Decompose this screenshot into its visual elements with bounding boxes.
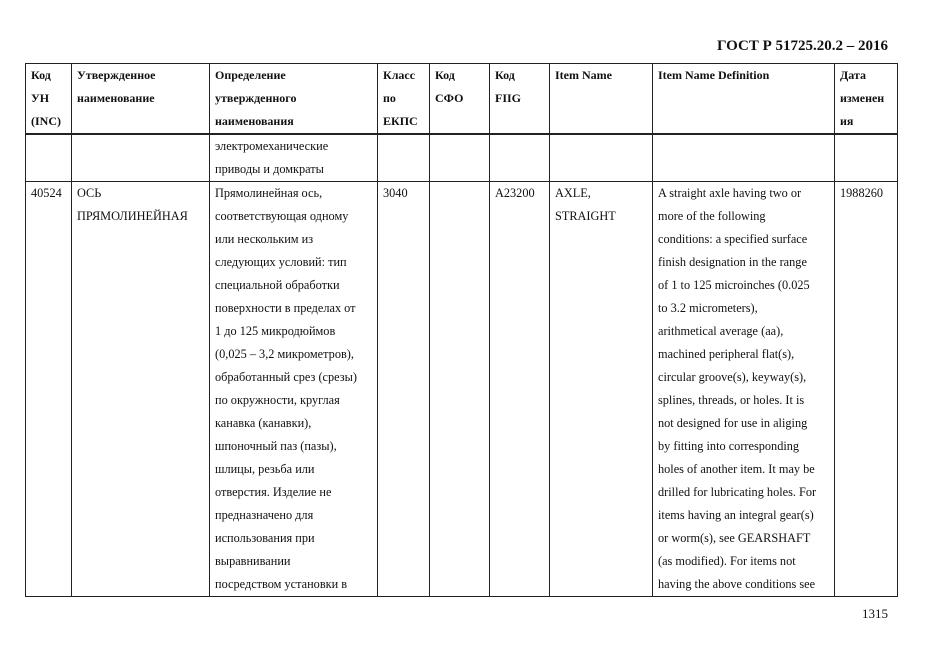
cell-definition: электромеханические приводы и домкраты (210, 134, 378, 182)
cell-class: 3040 (378, 182, 430, 597)
header-item-name: Item Name (550, 64, 653, 135)
header-approved-name: Утвержденное наименование (72, 64, 210, 135)
cell-item-name-definition: A straight axle having two or more of the following conditions: a specified surface finish designation in the range of 1 to 125 microinches (0.025 to 3.2 micrometers), arithmetical average (aa), machined peripheral flat(s), circular groove(s), keyway(s), splines, threads, or holes. It is not designed for use in aliging by fitting into corresponding holes of another item. It may be drilled for lubricating holes. For items having an integral gear(s) or worm(s), see GEARSHAFT (as modified). For items not having the above conditions see (653, 182, 835, 597)
cell-sfo-code (430, 182, 490, 597)
cell-sfo-code (430, 134, 490, 182)
cell-item-name (550, 134, 653, 182)
header-change-date: Дата изменен ия (835, 64, 898, 135)
header-item-name-definition: Item Name Definition (653, 64, 835, 135)
cell-change-date (835, 134, 898, 182)
cell-approved-name (72, 134, 210, 182)
cell-inc (26, 134, 72, 182)
cell-item-name-definition (653, 134, 835, 182)
cell-inc: 40524 (26, 182, 72, 597)
header-definition: Определение утвержденного наименования (210, 64, 378, 135)
table-row (26, 134, 898, 182)
cell-change-date: 1988260 (835, 182, 898, 597)
cell-item-name: AXLE, STRAIGHT (550, 182, 653, 597)
table-row (26, 182, 898, 597)
table-header-row (26, 64, 898, 135)
page-number: 1315 (862, 606, 888, 621)
cell-fiig-code: A23200 (490, 182, 550, 597)
header-sfo-code: Код СФО (430, 64, 490, 135)
header-inc: Код УН (INC) (26, 64, 72, 135)
header-fiig-code: Код FIIG (490, 64, 550, 135)
cell-class (378, 134, 430, 182)
cell-approved-name: ОСЬ ПРЯМОЛИНЕЙНАЯ (72, 182, 210, 597)
header-class: Класс по ЕКПС (378, 64, 430, 135)
document-standard-number: ГОСТ Р 51725.20.2 – 2016 (716, 38, 888, 54)
nomenclature-table (25, 63, 898, 597)
cell-fiig-code (490, 134, 550, 182)
cell-definition: Прямолинейная ось, соответствующая одному или нескольким из следующих условий: тип специальной обработки поверхности в пределах от 1 до 125 микродюймов (0,025 – 3,2 микрометров), обработанный срез (срезы) по окружности, круглая канавка (канавки), шпоночный паз (пазы), шлицы, резьба или отверстия. Изделие не предназначено для использования при выравнивании посредством установки в (210, 182, 378, 597)
